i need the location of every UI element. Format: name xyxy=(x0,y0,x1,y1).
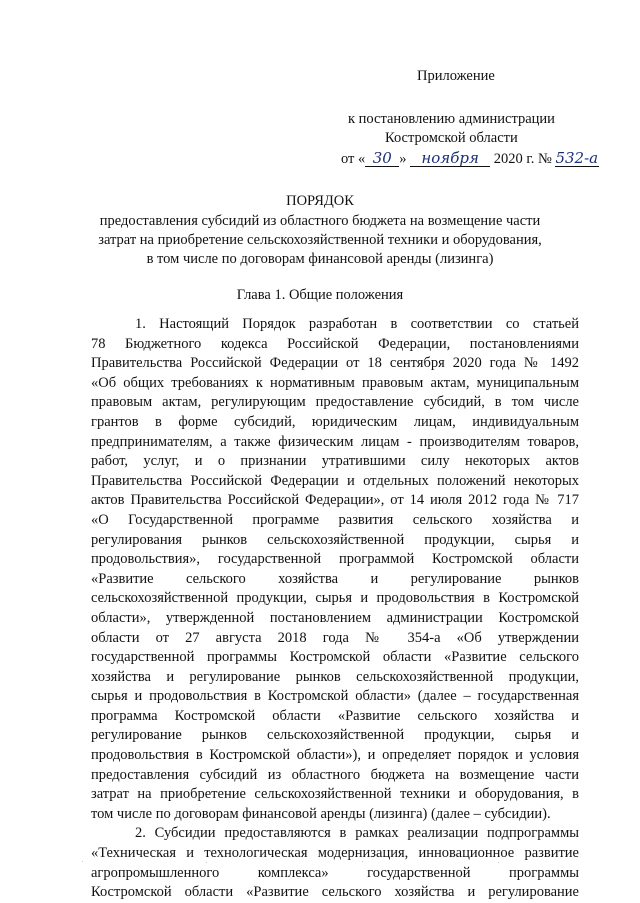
handwritten-doc-number: 532-а xyxy=(555,149,599,167)
text-line: предоставления субсидий из областного бюджета на возмещение части xyxy=(91,766,579,783)
text-line: правовым актам, регулирующим предоставление субсидий, в том числе xyxy=(91,394,579,411)
text-line: актов Правительства Российской Федерации», от 14 июля 2012 года № 717 xyxy=(91,492,579,509)
text-line: работ, услуг, и о признании утратившими силу некоторых актов xyxy=(91,453,579,470)
appendix-line-resolution: к постановлению администрации xyxy=(348,111,555,127)
text-line: сырья и продовольствия в Костромской области» (далее – государственная xyxy=(91,688,579,705)
paragraph-1 xyxy=(91,315,579,824)
text-line: сельскохозяйственной продукции, сырья и продовольствия в Костромской xyxy=(91,590,579,607)
paragraph-2 xyxy=(91,824,579,902)
text-line: Правительства Российской Федерации от 18 сентября 2020 года № 1492 xyxy=(91,355,579,372)
handwritten-day: 30 xyxy=(365,150,399,167)
text-line: «Техническая и технологическая модернизация, инновационное развитие xyxy=(91,845,579,862)
text-line: «Развитие сельского хозяйства и регулирование рынков xyxy=(91,570,579,587)
text-line: «О Государственной программе развития сельского хозяйства и xyxy=(91,511,579,528)
text-line: программа Костромской области «Развитие сельского хозяйства и xyxy=(91,707,579,724)
text-line: «Об общих требованиях к нормативным правовым актам, муниципальным xyxy=(91,374,579,391)
scan-artifacts xyxy=(0,861,640,863)
date-year: 2020 г. № xyxy=(493,151,552,167)
text-line: области», утвержденной постановлением администрации Костромской xyxy=(91,609,579,626)
appendix-title: Приложение xyxy=(417,68,495,84)
text-line: государственной программы Костромской области «Развитие сельского xyxy=(91,649,579,666)
appendix-date-line xyxy=(341,149,599,169)
body-text xyxy=(91,315,579,903)
text-line: области от 27 августа 2018 года № 354-а «Об утверждении xyxy=(91,629,579,646)
document-subtitle-line-2: затрат на приобретение сельскохозяйственной техники и оборудования, xyxy=(98,232,542,248)
text-line: агропромышленного комплекса» государственной программы xyxy=(91,864,579,881)
text-line: регулирование рынков сельскохозяйственной продукции, сырья и xyxy=(91,727,579,744)
text-line: 2. Субсидии предоставляются в рамках реализации подпрограммы xyxy=(135,825,579,842)
text-line: предпринимателям, а также физическим лицам - производителям товаров, xyxy=(91,433,579,450)
text-line: 1. Настоящий Порядок разработан в соответствии со статьей xyxy=(135,316,579,332)
text-line: продовольствия в Костромской области»), и определяет порядок и условия xyxy=(91,747,579,764)
text-line: продовольствия», государственной программой Костромской области xyxy=(91,551,579,568)
text-line: том числе по договорам финансовой аренды (лизинга) (далее – субсидии). xyxy=(91,805,551,822)
text-line: затрат на приобретение сельскохозяйственной техники и оборудования, в xyxy=(91,786,579,803)
date-prefix: от « xyxy=(341,151,366,167)
document-title: ПОРЯДОК xyxy=(286,193,354,209)
text-line: 78 Бюджетного кодекса Российской Федерации, постановлениями xyxy=(91,335,579,352)
text-line: хозяйства и регулирование рынков сельскохозяйственной продукции, xyxy=(91,668,579,685)
handwritten-month: ноября xyxy=(410,150,490,167)
document-subtitle-line-1: предоставления субсидий из областного бюджета на возмещение части xyxy=(99,213,541,229)
text-line: грантов в форме субсидий, юридическим лицам, индивидуальным xyxy=(91,413,579,430)
text-line: регулирования рынков сельскохозяйственной продукции, сырья и xyxy=(91,531,579,548)
appendix-line-region: Костромской области xyxy=(385,130,518,146)
text-line: Правительства Российской Федерации и отдельных положений некоторых xyxy=(91,472,579,489)
chapter-heading: Глава 1. Общие положения xyxy=(236,287,404,303)
date-quote-close: » xyxy=(399,151,407,167)
document-subtitle-line-3: в том числе по договорам финансовой аренды (лизинга) xyxy=(146,251,494,267)
text-line: Костромской области «Развитие сельского хозяйства и регулирование xyxy=(91,884,579,901)
